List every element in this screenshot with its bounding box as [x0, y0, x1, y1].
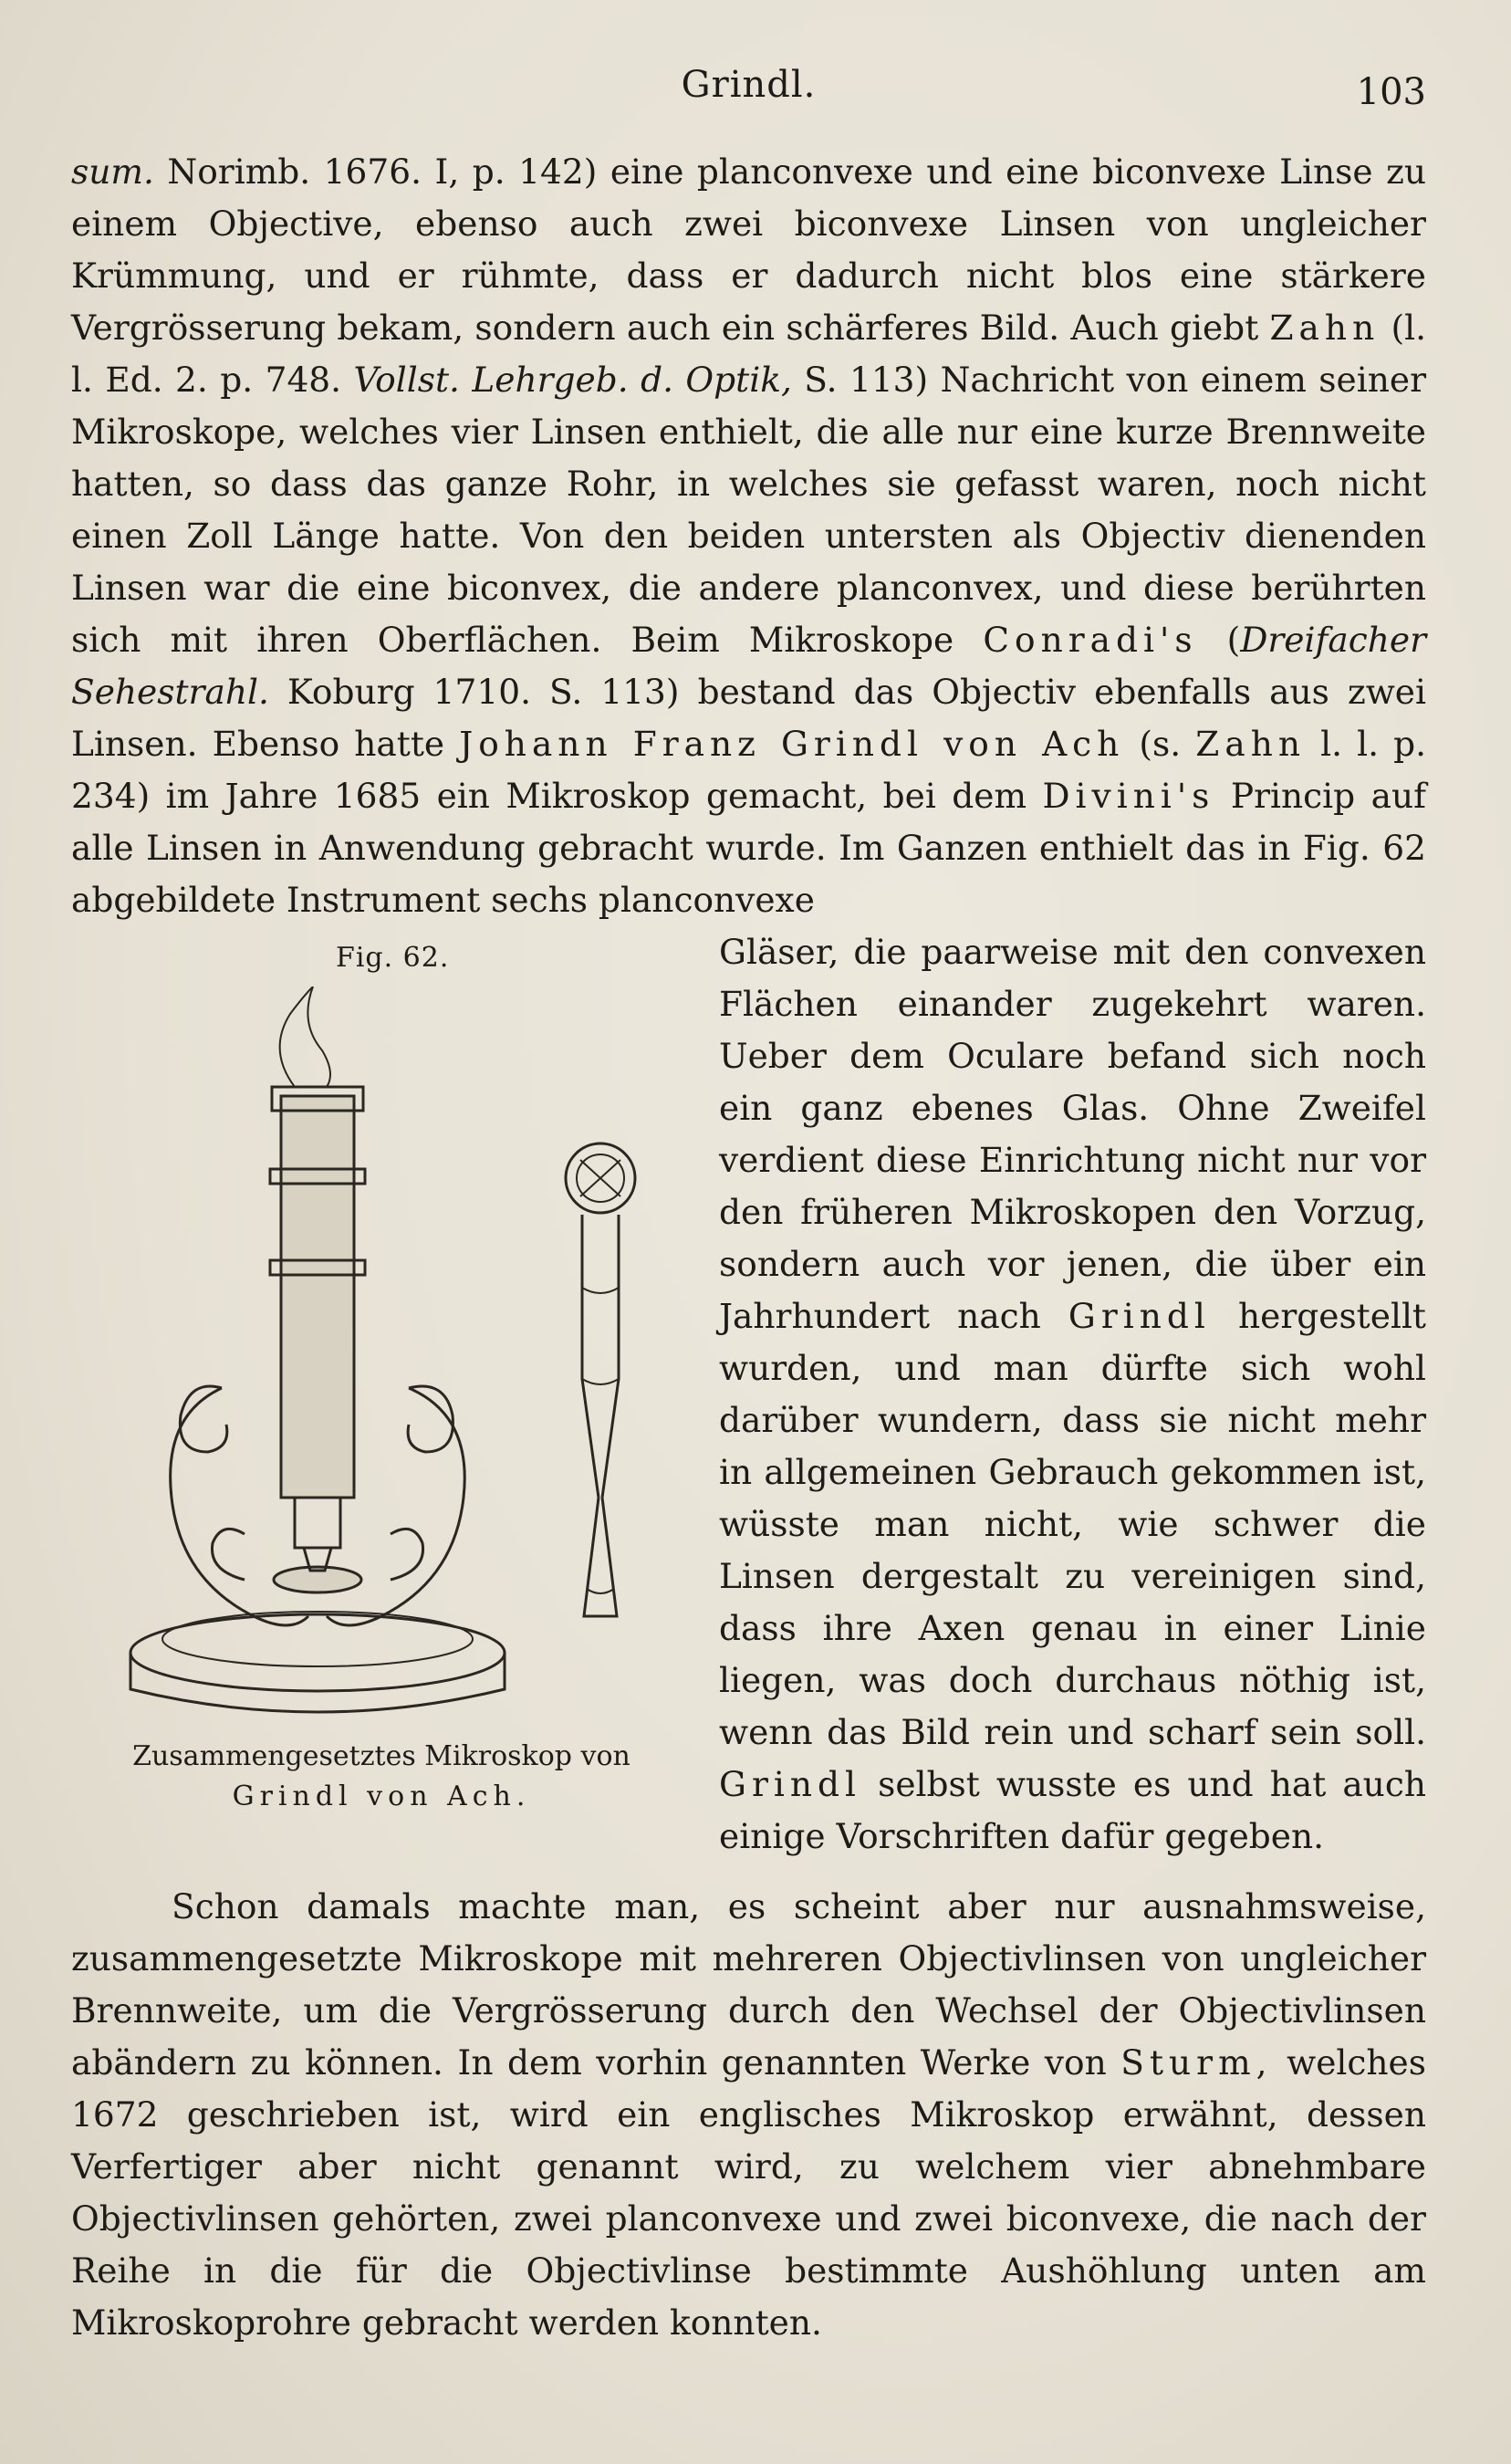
text-span: Koburg 1710. S. 113) bestand das Objectiv ebenfalls aus zwei Linsen. Ebenso hatte [71, 672, 1426, 764]
objective-holder [295, 1498, 340, 1548]
author-name: Johann Franz Grindl von Ach [459, 724, 1125, 764]
text-span: (s. [1124, 724, 1196, 764]
page-header [71, 64, 1426, 119]
lens-lower-surface [587, 1589, 614, 1593]
running-head: Grindl. [681, 64, 817, 106]
figure-62 [71, 932, 692, 1881]
text-span: ( [1197, 620, 1241, 660]
book-title: Vollst. Lehrgeb. d. Optik, [353, 360, 792, 400]
text-span: l. l. p. 234) im Jahre 1685 ein Mikroskop gemacht, bei dem [71, 724, 1427, 816]
figure-label: Fig. 62. [336, 942, 450, 974]
lower-left-curl [212, 1529, 245, 1580]
lens-diagram-cross [580, 1160, 620, 1196]
author-name: Sturm, [1120, 2042, 1273, 2083]
microscope-base-side [130, 1653, 505, 1712]
microscope-tube [281, 1096, 354, 1498]
text-span: sum. [71, 151, 154, 192]
text-span: Norimb. 1676. I, p. 142) eine planconvexe und eine biconvexe Linse zu einem Objective, ebenso auch zwei biconvexe Linsen von ungleicher Krümmung, und er rühmte, dass er dadurch nicht blos eine stärkere Vergrösserung bekam, sondern auch ein schärferes Bild. Auch giebt [71, 151, 1426, 348]
lens-tube-outline [582, 1215, 619, 1498]
microscope-base-rim [130, 1614, 505, 1691]
author-name: Grindl [719, 1764, 862, 1804]
lower-right-curl [391, 1529, 423, 1580]
text-span: Princip auf alle Linsen in Anwendung gebracht wurde. Im Ganzen enthielt das in Fig. 62 abgebildete Instrument sechs planconvexe [71, 776, 1426, 920]
right-scroll-curl [408, 1386, 453, 1452]
body-text [71, 146, 1426, 2349]
author-name: Conradi's [983, 620, 1198, 660]
author-name: Grindl [1068, 1296, 1211, 1336]
paragraph-1 [71, 146, 1426, 926]
page-number: 103 [1356, 71, 1426, 113]
text-span: hergestellt wurden, und man dürfte sich wohl darüber wundern, dass sie nicht mehr in allgemeinen Gebrauch gekommen ist, wüsste man nicht, wie schwer die Linsen dergestalt zu vereinigen sind, dass ihre Axen genau in einer Linie liegen, was doch durchaus nöthig ist, wenn das Bild rein und scharf sein soll. [719, 1296, 1427, 1752]
book-title: Dreifacher Sehestrahl. [71, 620, 1426, 712]
left-scroll-curl [180, 1386, 226, 1452]
author-name: Zahn [1269, 308, 1381, 348]
microscope-illustration [108, 987, 673, 1735]
text-span: selbst wusste es und hat auch einige Vorschriften dafür gegeben. [719, 1764, 1426, 1856]
text-span: welches 1672 geschrieben ist, wird ein englisches Mikroskop erwähnt, dessen Verfertiger aber nicht genannt wird, zu welchem vier abnehmbare Objectivlinsen gehörten, zwei planconvexe und zwei biconvexe, die nach der Reihe in die für die Objectivlinse bestimmte Aushöhlung unten am Mikroskoprohre gebracht werden konnten. [71, 2042, 1426, 2343]
text-span: (l. l. Ed. 2. p. 748. [71, 308, 1426, 400]
text-span: S. 113) Nachricht von einem seiner Mikroskope, welches vier Linsen enthielt, die alle nur eine kurze Brennweite hatten, so dass das ganze Rohr, in welches sie gefasst waren, noch nicht einen Zoll Länge hatte. Von den beiden untersten als Objectiv dienenden Linsen war die eine biconvex, die andere planconvex, und diese berührten sich mit ihren Oberflächen. Beim Mikroskope [71, 360, 1427, 660]
lens-surfaces [582, 1288, 619, 1384]
caption-line: Zusammengesetztes Mikroskop von [132, 1740, 630, 1772]
figure-caption [71, 1737, 692, 1817]
paragraph-3 [71, 1881, 1426, 2349]
author-name: Zahn [1195, 724, 1307, 764]
text-span: Gläser, die paarweise mit den convexen Flächen einander zugekehrt waren. Ueber dem Oculare befand sich noch ein ganz ebenes Glas. Ohne Zweifel verdient diese Einrichtung nicht nur vor den früheren Mikroskopen den Vorzug, sondern auch vor jenen, die über ein Jahrhundert nach [719, 932, 1426, 1336]
author-name: Divini's [1042, 776, 1215, 816]
eyepiece-cover [280, 987, 330, 1087]
microscope-base-top [162, 1612, 473, 1666]
text-span: Schon damals machte man, es scheint aber nur ausnahmsweise, zusammengesetzte Mikroskope mit mehreren Objectivlinsen von ungleicher Brennweite, um die Vergrösserung durch den Wechsel der Objectivlinsen abändern zu können. In dem vorhin genannten Werke von [71, 1886, 1426, 2083]
caption-line: Grindl von Ach. [232, 1780, 531, 1812]
lens-lower-cone [584, 1498, 617, 1616]
